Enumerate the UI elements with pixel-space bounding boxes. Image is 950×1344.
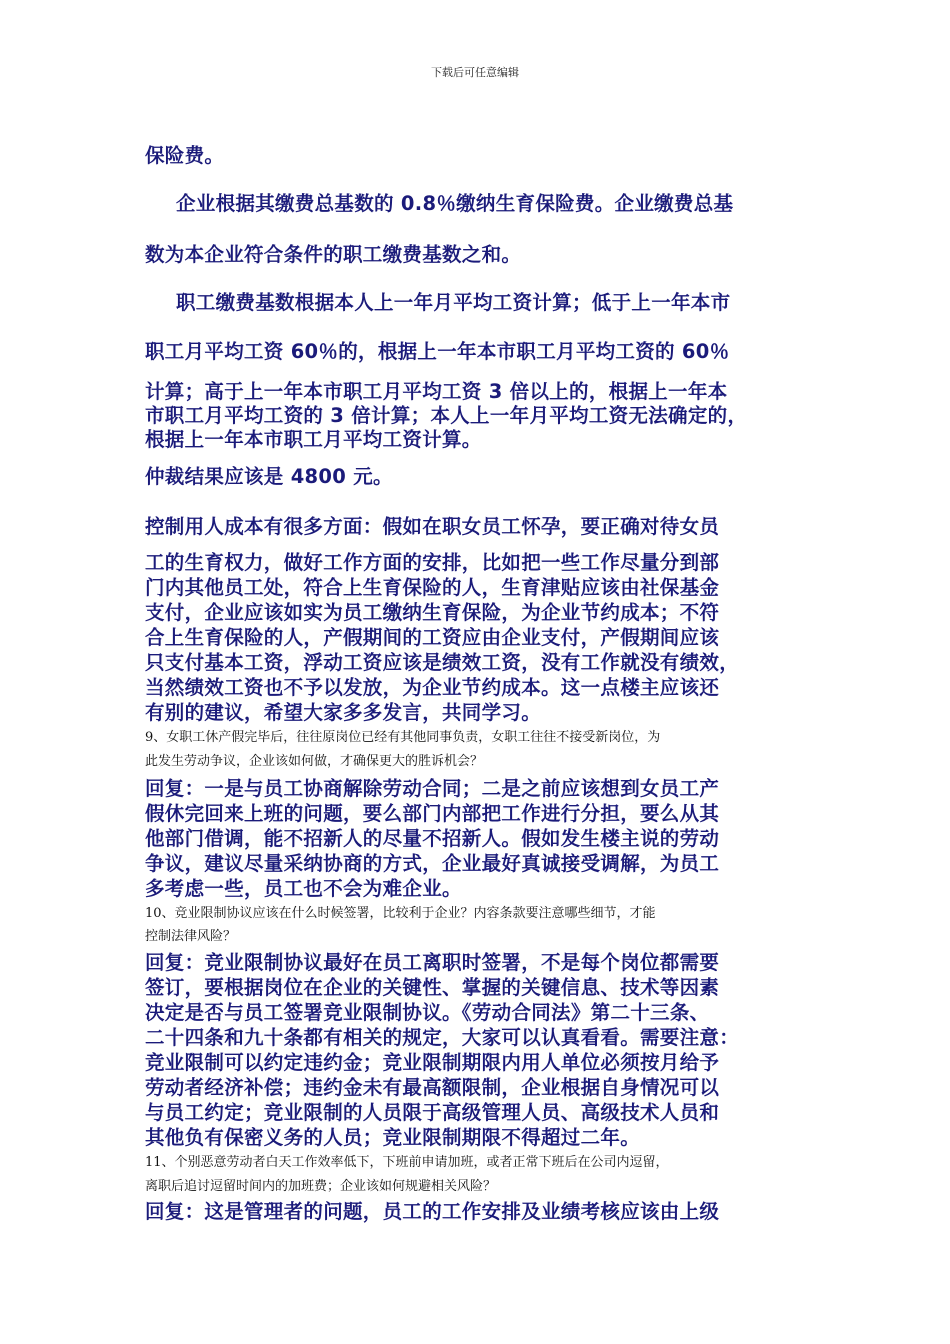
text-line: 门内其他员工处，符合上生育保险的人，生育津贴应该由社保基金 xyxy=(145,576,720,599)
text-line: 市职工月平均工资的 3 倍计算；本人上一年月平均工资无法确定的， xyxy=(145,404,748,427)
text-line: 根据上一年本市职工月平均工资计算。 xyxy=(145,428,482,451)
text-line: 控制用人成本有很多方面：假如在职女员工怀孕，要正确对待女员 xyxy=(145,515,720,538)
text-line: 支付，企业应该如实为员工缴纳生育保险，为企业节约成本；不符 xyxy=(145,601,720,624)
question-line: 控制法律风险？ xyxy=(145,929,237,944)
text-line: 决定是否与员工签署竞业限制协议。《劳动合同法》第二十三条、 xyxy=(145,1001,710,1024)
text-line: 工的生育权力，做好工作方面的安排，比如把一些工作尽量分到部 xyxy=(145,551,720,574)
text-line: 仲裁结果应该是 4800 元。 xyxy=(145,465,393,488)
text-line: 职工缴费基数根据本人上一年月平均工资计算；低于上一年本市 xyxy=(176,291,731,314)
text-line: 劳动者经济补偿；违约金未有最高额限制，企业根据自身情况可以 xyxy=(145,1076,720,1099)
text-line: 竞业限制可以约定违约金；竞业限制期限内用人单位必须按月给予 xyxy=(145,1051,720,1074)
question-line: 离职后追讨逗留时间内的加班费；企业该如何规避相关风险？ xyxy=(145,1179,497,1194)
text-line: 与员工约定；竞业限制的人员限于高级管理人员、高级技术人员和 xyxy=(145,1101,720,1124)
text-line: 企业根据其缴费总基数的 0.8％缴纳生育保险费。企业缴费总基 xyxy=(176,192,734,215)
text-line: 只支付基本工资，浮动工资应该是绩效工资，没有工作就没有绩效， xyxy=(145,651,740,674)
text-line: 有别的建议，希望大家多多发言，共同学习。 xyxy=(145,701,542,724)
text-line: 二十四条和九十条都有相关的规定，大家可以认真看看。需要注意： xyxy=(145,1026,740,1049)
question-line: 11、个别恶意劳动者白天工作效率低下，下班前申请加班，或者正常下班后在公司内逗留， xyxy=(145,1155,669,1170)
question-line: 10、竞业限制协议应该在什么时候签署，比较利于企业？内容条款要注意哪些细节，才能 xyxy=(145,906,656,921)
question-line: 此发生劳动争议，企业该如何做，才确保更大的胜诉机会？ xyxy=(145,754,484,769)
text-line: 职工月平均工资 60％的，根据上一年本市职工月平均工资的 60％ xyxy=(145,340,730,363)
text-line: 计算；高于上一年本市职工月平均工资 3 倍以上的，根据上一年本 xyxy=(145,380,728,403)
text-line: 数为本企业符合条件的职工缴费基数之和。 xyxy=(145,243,522,266)
text-line: 其他负有保密义务的人员；竞业限制期限不得超过二年。 xyxy=(145,1126,641,1149)
text-line: 假休完回来上班的问题，要么部门内部把工作进行分担，要么从其 xyxy=(145,802,720,825)
text-line: 他部门借调，能不招新人的尽量不招新人。假如发生楼主说的劳动 xyxy=(145,827,720,850)
text-line: 合上生育保险的人，产假期间的工资应由企业支付，产假期间应该 xyxy=(145,626,720,649)
text-line: 多考虑一些，员工也不会为难企业。 xyxy=(145,877,462,900)
question-line: 9、女职工休产假完毕后，往往原岗位已经有其他同事负责，女职工往往不接受新岗位，为 xyxy=(145,730,661,745)
text-line: 保险费。 xyxy=(145,144,225,167)
text-line: 当然绩效工资也不予以发放，为企业节约成本。这一点楼主应该还 xyxy=(145,676,720,699)
text-line: 回复：一是与员工协商解除劳动合同；二是之前应该想到女员工产 xyxy=(145,777,720,800)
text-line: 回复：这是管理者的问题，员工的工作安排及业绩考核应该由上级 xyxy=(145,1200,720,1223)
text-line: 回复：竞业限制协议最好在员工离职时签署，不是每个岗位都需要 xyxy=(145,951,720,974)
text-line: 争议，建议尽量采纳协商的方式，企业最好真诚接受调解，为员工 xyxy=(145,852,720,875)
page-header: 下载后可任意编辑 xyxy=(431,66,519,79)
text-line: 签订，要根据岗位在企业的关键性、掌握的关键信息、技术等因素 xyxy=(145,976,720,999)
